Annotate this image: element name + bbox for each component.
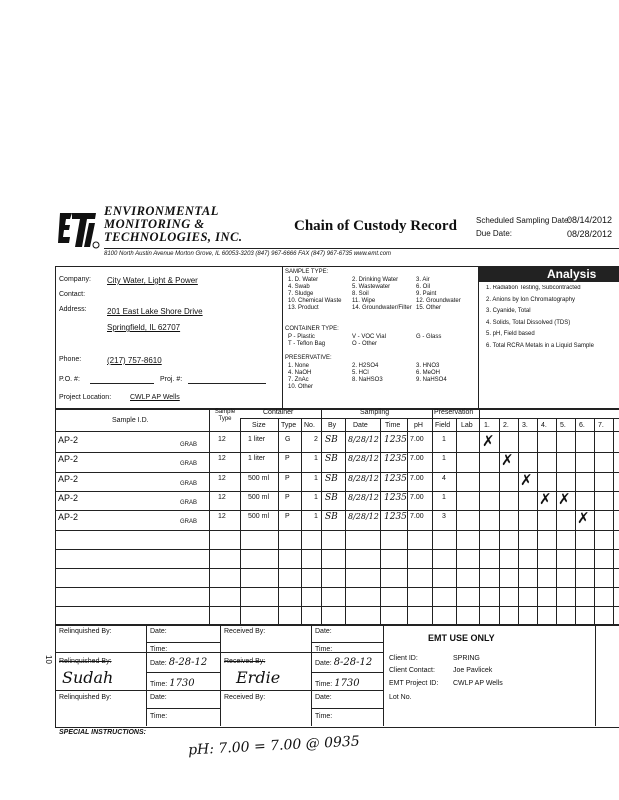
analysis-item: 6. Total RCRA Metals in a Liquid Sample <box>486 342 594 349</box>
container-type: P <box>285 475 290 482</box>
page-title: Chain of Custody Record <box>294 218 457 234</box>
company-name-line: TECHNOLOGIES, INC. <box>104 230 243 244</box>
time-label-3b: Time: <box>315 713 333 720</box>
sample-ph: 7.00 <box>410 513 424 520</box>
sample-date: 8/28/12 <box>348 454 379 463</box>
sample-ph: 7.00 <box>410 455 424 462</box>
field-preservation: 4 <box>442 475 446 482</box>
container-type: P <box>285 513 290 520</box>
container-type-item: V - VOC Vial <box>352 334 386 340</box>
header-type: Type <box>281 422 297 429</box>
analysis-item: 4. Solids, Total Dissolved (TDS) <box>486 319 571 326</box>
company-name-line: ENVIRONMENTAL <box>104 204 219 218</box>
header-sample-type: Sample Type <box>214 409 236 422</box>
special-instructions-label: SPECIAL INSTRUCTIONS: <box>59 729 146 736</box>
preservative-item: 8. NaHSO3 <box>352 377 383 383</box>
header-time: Time <box>385 422 401 429</box>
header-analysis-6: 6. <box>579 422 585 429</box>
sample-type-item: 4. Swab <box>288 284 310 290</box>
phone-value[interactable]: (217) 757-8610 <box>107 356 162 365</box>
sample-ph: 7.00 <box>410 436 424 443</box>
sample-type-code: 12 <box>218 455 226 462</box>
time-label-2: Time: 1730 <box>150 678 195 689</box>
analysis-check-mark[interactable]: ✗ <box>539 490 552 508</box>
container-type-item: T - Teflon Bag <box>288 341 326 347</box>
sample-time: 1235 <box>384 512 407 522</box>
emt-project-value: CWLP AP Wells <box>453 680 503 687</box>
container-size: 500 ml <box>248 475 270 482</box>
container-count: 2 <box>314 436 318 443</box>
container-size: 500 ml <box>248 513 270 520</box>
sample-type-item: 8. Soil <box>352 291 369 297</box>
header-by: By <box>328 422 337 429</box>
header-size: Size <box>252 422 266 429</box>
company-label: Company: <box>59 276 91 283</box>
container-type-item: G - Glass <box>416 334 442 340</box>
preservative-item: 1. None <box>288 363 310 369</box>
analysis-check-mark[interactable]: ✗ <box>520 471 533 489</box>
header-analysis-7: 7. <box>598 422 604 429</box>
time-label-1b: Time: <box>315 646 333 653</box>
sampling-date-label: Scheduled Sampling Date: <box>476 216 571 225</box>
sampled-by: SB <box>325 512 338 522</box>
container-count: 1 <box>314 494 318 501</box>
container-size: 1 liter <box>248 436 266 443</box>
header-analysis-5: 5. <box>560 422 566 429</box>
address-line-1[interactable]: 201 East Lake Shore Drive <box>107 307 203 316</box>
date-label-1: Date: <box>150 628 167 635</box>
analysis-item: 2. Anions by Ion Chromatography <box>486 296 576 303</box>
sampled-by: SB <box>325 454 338 464</box>
container-type: P <box>285 494 290 501</box>
sample-date: 8/28/12 <box>348 435 379 444</box>
field-preservation: 3 <box>442 513 446 520</box>
header-analysis-2: 2. <box>503 422 509 429</box>
analysis-item: 1. Radiation Testing, Subcontracted <box>486 285 581 291</box>
header-date: Date <box>353 422 368 429</box>
sample-date: 8/28/12 <box>348 493 379 502</box>
relinquished-by-label-2: Relinquished By: <box>59 658 112 665</box>
sample-type-code: 12 <box>218 494 226 501</box>
analysis-heading: Analysis <box>547 267 597 281</box>
relinquish-box <box>55 624 619 728</box>
header-analysis-3: 3. <box>522 422 528 429</box>
analysis-check-mark[interactable]: ✗ <box>577 509 590 527</box>
sample-type-item: 14. Groundwater/Filter <box>352 305 412 311</box>
sample-id: AP-2 <box>58 493 79 503</box>
preservative-item: 3. HNO3 <box>416 363 440 369</box>
header-analysis-4: 4. <box>541 422 547 429</box>
address-label: Address: <box>59 306 87 313</box>
sample-type-item: 3. Air <box>416 277 430 283</box>
sample-type-item: 15. Other <box>416 305 442 311</box>
header-sampling: Sampling <box>360 409 390 416</box>
field-preservation: 1 <box>442 455 446 462</box>
header-field: Field <box>435 422 451 429</box>
sample-type-code: 12 <box>218 436 226 443</box>
proj-label: Proj. #: <box>160 376 183 383</box>
sample-type-item: 13. Product <box>288 305 319 311</box>
grab-label: GRAB <box>180 500 198 506</box>
emt-client-id-value: SPRING <box>453 655 480 662</box>
sample-type-item: 6. Oil <box>416 284 431 290</box>
analysis-check-mark[interactable]: ✗ <box>558 490 571 508</box>
container-size: 500 ml <box>248 494 270 501</box>
company-address-line: 8100 North Austin Avenue Morton Grove, IL 60053-3203 (847) 967-6666 FAX (847) 967-6735 www.emt.com <box>104 251 392 257</box>
location-value[interactable]: CWLP AP Wells <box>130 394 180 401</box>
field-preservation: 1 <box>442 436 446 443</box>
analysis-item: 3. Cyanide, Total <box>486 308 531 314</box>
header-rule <box>104 248 619 249</box>
po-field[interactable] <box>90 383 154 384</box>
time-label-1: Time: <box>150 646 168 653</box>
due-date-label: Due Date: <box>476 229 513 238</box>
sample-type-item: 10. Chemical Waste <box>288 298 342 304</box>
container-type-item: O - Other <box>352 341 378 347</box>
analysis-check-mark[interactable]: ✗ <box>501 451 514 469</box>
date-label-2b: Date: 8-28-12 <box>315 657 373 668</box>
received-by-label-1: Received By: <box>224 628 266 635</box>
sample-type-code: 12 <box>218 513 226 520</box>
sample-id: AP-2 <box>58 512 79 522</box>
emt-contact-label: Client Contact: <box>389 667 435 674</box>
received-by-label-2: Received By: <box>224 658 266 665</box>
container-type: P <box>285 455 290 462</box>
sampled-by: SB <box>325 493 338 503</box>
signature-relinquished: Sudah <box>62 668 114 687</box>
header-container: Container <box>263 409 294 416</box>
address-line-2[interactable]: Springfield, IL 62707 <box>107 323 181 332</box>
due-date-value: 08/28/2012 <box>567 229 613 239</box>
analysis-check-mark[interactable]: ✗ <box>482 432 495 450</box>
sample-ph: 7.00 <box>410 494 424 501</box>
sample-time: 1235 <box>384 474 407 484</box>
header-ph: pH <box>414 422 423 429</box>
signature-received: Erdie <box>236 668 281 687</box>
header-sample-id: Sample I.D. <box>112 417 149 424</box>
preservative-item: 2. H2SO4 <box>352 363 379 369</box>
sample-date: 8/28/12 <box>348 512 379 521</box>
sampled-by: SB <box>325 435 338 445</box>
time-label-3: Time: <box>150 713 168 720</box>
container-count: 1 <box>314 455 318 462</box>
time-label-2b: Time: 1730 <box>315 678 360 689</box>
relinquished-by-label-3: Relinquished By: <box>59 694 112 701</box>
sample-type-item: 5. Wastewater <box>352 284 391 290</box>
preservative-item: 9. NaHSO4 <box>416 377 447 383</box>
preservative-item: 5. HCl <box>352 370 369 376</box>
sample-time: 1235 <box>384 493 407 503</box>
grab-label: GRAB <box>180 461 198 467</box>
phone-label: Phone: <box>59 356 82 363</box>
preservative-item: 10. Other <box>288 384 314 390</box>
company-logo <box>56 207 100 251</box>
sample-type-heading: SAMPLE TYPE: <box>285 269 329 275</box>
date-label-3b: Date: <box>315 694 332 701</box>
grab-label: GRAB <box>180 442 198 448</box>
relinquished-by-label-1: Relinquished By: <box>59 628 112 635</box>
sample-ph: 7.00 <box>410 475 424 482</box>
location-label: Project Location: <box>59 394 112 401</box>
grab-label: GRAB <box>180 519 198 525</box>
container-type-item: P - Plastic <box>288 334 315 340</box>
emt-use-heading: EMT USE ONLY <box>428 633 495 643</box>
emt-project-label: EMT Project ID: <box>389 680 439 687</box>
preservative-heading: PRESERVATIVE: <box>285 355 332 361</box>
date-label-2: Date: 8-28-12 <box>150 657 208 668</box>
po-label: P.O. #: <box>59 376 80 383</box>
preservative-item: 6. MeOH <box>416 370 441 376</box>
company-name-line: MONITORING & <box>104 217 205 231</box>
sample-type-item: 9. Paint <box>416 291 437 297</box>
sample-id: AP-2 <box>58 435 79 445</box>
container-type-heading: CONTAINER TYPE: <box>285 326 339 332</box>
container-count: 1 <box>314 513 318 520</box>
sample-type-item: 2. Drinking Water <box>352 277 399 283</box>
container-size: 1 liter <box>248 455 266 462</box>
sample-type-item: 12. Groundwater <box>416 298 461 304</box>
sample-date: 8/28/12 <box>348 474 379 483</box>
emt-client-id-label: Client ID: <box>389 655 418 662</box>
header-analysis-1: 1. <box>484 422 490 429</box>
sample-id: AP-2 <box>58 474 79 484</box>
sample-type-item: 7. Sludge <box>288 291 314 297</box>
sampling-date-value: 08/14/2012 <box>567 215 613 225</box>
grab-label: GRAB <box>180 481 198 487</box>
date-label-3: Date: <box>150 694 167 701</box>
header-preservation: Preservation <box>434 409 474 416</box>
sample-type-item: 11. Wipe <box>352 298 376 304</box>
proj-field[interactable] <box>188 383 266 384</box>
margin-mark: 10 <box>43 655 53 664</box>
analysis-item: 5. pH, Field based <box>486 331 535 337</box>
received-by-label-3: Received By: <box>224 694 266 701</box>
special-instructions-note: pH: 7.00 = 7.00 @ 0935 <box>187 733 361 759</box>
sample-time: 1235 <box>384 435 407 445</box>
contact-label: Contact: <box>59 291 86 298</box>
company-value[interactable]: City Water, Light & Power <box>107 276 198 285</box>
header-lab: Lab <box>461 422 473 429</box>
field-preservation: 1 <box>442 494 446 501</box>
eti-logo-icon <box>56 207 100 251</box>
emt-contact-value: Joe Pavlicek <box>453 667 493 674</box>
preservative-item: 7. ZnAc <box>288 377 309 383</box>
company-name <box>104 205 243 244</box>
sample-id: AP-2 <box>58 454 79 464</box>
sample-time: 1235 <box>384 454 407 464</box>
sampled-by: SB <box>325 474 338 484</box>
container-type: G <box>285 436 291 443</box>
emt-lot-label: Lot No. <box>389 694 412 701</box>
preservative-item: 4. NaOH <box>288 370 312 376</box>
sample-type-item: 1. D. Water <box>288 277 319 283</box>
date-label-1b: Date: <box>315 628 332 635</box>
header-no: No. <box>304 422 315 429</box>
sample-type-code: 12 <box>218 475 226 482</box>
container-count: 1 <box>314 475 318 482</box>
